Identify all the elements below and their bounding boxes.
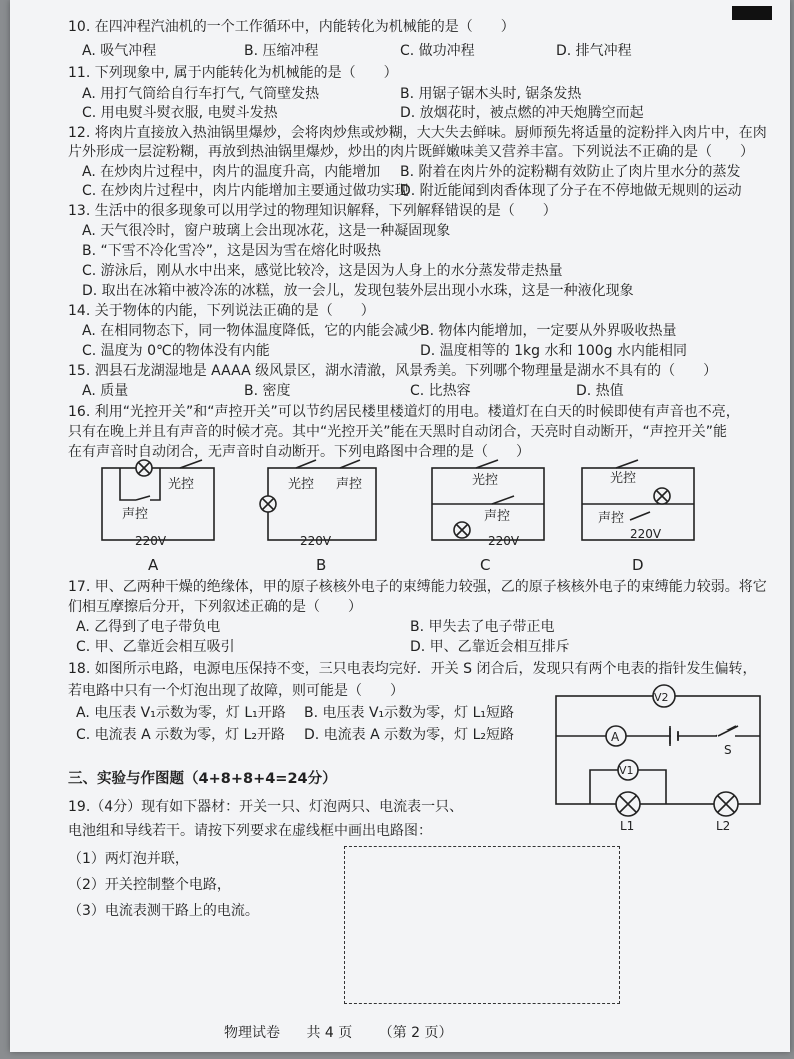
q17-stem-line-1: 17. 甲、乙两种干燥的绝缘体，甲的原子核核外电子的束缚能力较强，乙的原子核核外电子的束缚能力较弱。将它	[68, 579, 767, 595]
q11-stem: 11. 下列现象中, 属于内能转化为机械能的是（ ）	[68, 65, 398, 81]
corner-tab	[732, 6, 772, 20]
q14-stem: 14. 关于物体的内能，下列说法正确的是（ ）	[68, 303, 375, 319]
q19-req-1: （1）两灯泡并联，	[68, 851, 189, 867]
q15-stem: 15. 泗县石龙湖湿地是 AAAA 级风景区，湖水清澈，风景秀美。下列哪个物理量是湖水不具有的（ ）	[68, 363, 718, 379]
footer-total-pages: 共 4 页	[306, 1025, 353, 1041]
s-label: S	[724, 743, 732, 757]
q11-option-d: D. 放烟花时，被点燃的冲天炮腾空而起	[400, 105, 644, 121]
switch-icon	[476, 460, 498, 468]
q12-stem-line-1: 12. 将肉片直接放入热油锅里爆炒，会将肉炒焦或炒糊，大大失去鲜味。厨师预先将适量的淀粉拌入肉片中，在肉	[68, 125, 767, 141]
q12-stem-line-2: 片外形成一层淀粉糊，再放到热油锅里爆炒，炒出的肉片既鲜嫩味美又营养丰富。下列说法不正确的是（ ）	[68, 144, 754, 160]
q11-option-c: C. 用电熨斗熨衣服, 电熨斗发热	[82, 105, 278, 121]
q16-stem-line-1: 16. 利用“光控开关”和“声控开关”可以节约居民楼里楼道灯的用电。楼道灯在白天的时候即使有声音也不亮，	[68, 404, 740, 420]
q16-stem-line-2: 只有在晚上并且有声音的时候才亮。其中“光控开关”能在天黑时自动闭合，天亮时自动断开，“声控开关”能	[68, 424, 728, 440]
q15-option-c: C. 比热容	[410, 383, 471, 399]
exam-page	[10, 0, 790, 1052]
q19-req-3: （3）电流表测干路上的电流。	[68, 903, 259, 919]
q14-option-c: C. 温度为 0℃的物体没有内能	[82, 343, 270, 359]
switch-icon	[630, 512, 650, 520]
q15-option-d: D. 热值	[576, 383, 624, 399]
q17-option-d: D. 甲、乙靠近会相互排斥	[410, 639, 570, 655]
section-3-title: 三、实验与作图题（4+8+8+4=24分）	[68, 771, 337, 787]
circuit-d-sound-label: 声控	[598, 511, 625, 526]
q10-option-d: D. 排气冲程	[556, 43, 632, 59]
circuit-c-voltage: 220V	[488, 534, 520, 548]
q15-option-b: B. 密度	[244, 383, 291, 399]
switch-icon	[492, 496, 514, 504]
q18-option-c: C. 电流表 A 示数为零，灯 L₂开路	[76, 727, 286, 743]
q11-option-a: A. 用打气筒给自行车打气, 气筒壁发热	[82, 86, 320, 102]
q13-option-a: A. 天气很冷时，窗户玻璃上会出现冰花，这是一种凝固现象	[82, 223, 451, 239]
q19-stem-line-1: 19.（4分）现有如下器材：开关一只、灯泡两只、电流表一只、	[68, 799, 464, 815]
q12-option-c: C. 在炒肉片过程中，肉片内能增加主要通过做功实现	[82, 183, 409, 199]
q17-option-b: B. 甲失去了电子带正电	[410, 619, 555, 635]
q19-stem-line-2: 电池组和导线若干。请按下列要求在虚线框中画出电路图：	[68, 823, 432, 839]
switch-icon	[296, 460, 360, 468]
circuit-b-label: B	[316, 556, 327, 574]
circuit-d-voltage: 220V	[630, 527, 662, 541]
circuit-c-sound-label: 声控	[484, 509, 511, 524]
q19-req-2: （2）开关控制整个电路，	[68, 877, 231, 893]
q18-circuit-diagram	[540, 682, 780, 832]
q18-stem-line-1: 18. 如图所示电路，电源电压保持不变，三只电表均完好．开关 S 闭合后，发现只有两个电表的指针发生偏转，	[68, 661, 757, 677]
footer-page-number: （第 2 页）	[378, 1025, 453, 1041]
a-label: A	[611, 730, 620, 744]
q18-option-b: B. 电压表 V₁示数为零，灯 L₁短路	[304, 705, 515, 721]
q14-option-b: B. 物体内能增加，一定要从外界吸收热量	[420, 323, 677, 339]
q13-option-b: B. “下雪不冷化雪冷”，这是因为雪在熔化时吸热	[82, 243, 382, 259]
circuit-a-label: A	[148, 556, 159, 574]
v1-label: V1	[619, 764, 634, 777]
footer-subject: 物理试卷	[224, 1025, 280, 1041]
circuit-b-light-label: 光控	[288, 477, 315, 492]
circuit-d-light-label: 光控	[610, 471, 637, 486]
q10-stem: 10. 在四冲程汽油机的一个工作循环中，内能转化为机械能的是（ ）	[68, 19, 515, 35]
q13-option-c: C. 游泳后，刚从水中出来，感觉比较冷，这是因为人身上的水分蒸发带走热量	[82, 263, 563, 279]
q10-option-c: C. 做功冲程	[400, 43, 475, 59]
page-footer	[224, 1022, 475, 1042]
q16-circuit-diagrams	[10, 450, 790, 580]
l2-label: L2	[716, 819, 731, 832]
circuit-c	[432, 460, 544, 574]
circuit-b-voltage: 220V	[300, 534, 332, 548]
q17-option-c: C. 甲、乙靠近会相互吸引	[76, 639, 235, 655]
q17-stem-line-2: 们相互摩擦后分开，下列叙述正确的是（ ）	[68, 599, 362, 615]
q13-option-d: D. 取出在冰箱中被冷冻的冰糕，放一会儿，发现包装外层出现小水珠，这是一种液化现象	[82, 283, 634, 299]
q13-stem: 13. 生活中的很多现象可以用学过的物理知识解释，下列解释错误的是（ ）	[68, 203, 557, 219]
q10-option-a: A. 吸气冲程	[82, 43, 157, 59]
q12-option-d: D. 附近能闻到肉香体现了分子在不停地做无规则的运动	[400, 183, 742, 199]
circuit-d	[582, 460, 694, 574]
v2-label: V2	[654, 691, 669, 704]
l1-label: L1	[620, 819, 635, 832]
q16-stem-line-3: 在有声音时自动闭合，无声音时自动断开。下列电路图中合理的是（ ）	[68, 444, 530, 460]
circuit-a-voltage: 220V	[135, 534, 167, 548]
q18-option-d: D. 电流表 A 示数为零，灯 L₂短路	[304, 727, 515, 743]
q12-option-a: A. 在炒肉片过程中，肉片的温度升高，内能增加	[82, 164, 381, 180]
q18-option-a: A. 电压表 V₁示数为零，灯 L₁开路	[76, 705, 286, 721]
q10-option-b: B. 压缩冲程	[244, 43, 319, 59]
q15-option-a: A. 质量	[82, 383, 129, 399]
q11-option-b: B. 用锯子锯木头时, 锯条发热	[400, 86, 582, 102]
q18-stem-line-2: 若电路中只有一个灯泡出现了故障，则可能是（ ）	[68, 683, 404, 699]
circuit-a	[102, 460, 214, 574]
circuit-a-sound-label: 声控	[122, 507, 149, 522]
circuit-d-label: D	[632, 556, 644, 574]
switch-icon	[616, 460, 638, 468]
q14-option-a: A. 在相同物态下，同一物体温度降低，它的内能会减少	[82, 323, 423, 339]
q19-drawing-box[interactable]	[344, 846, 620, 1004]
circuit-c-light-label: 光控	[472, 473, 499, 488]
q17-option-a: A. 乙得到了电子带负电	[76, 619, 221, 635]
switch-icon	[180, 460, 202, 468]
q14-option-d: D. 温度相等的 1kg 水和 100g 水内能相同	[420, 343, 687, 359]
q12-option-b: B. 附着在肉片外的淀粉糊有效防止了肉片里水分的蒸发	[400, 164, 741, 180]
circuit-a-light-label: 光控	[168, 477, 195, 492]
circuit-c-label: C	[480, 556, 491, 574]
circuit-b-sound-label: 声控	[336, 477, 363, 492]
circuit-b	[260, 460, 376, 574]
